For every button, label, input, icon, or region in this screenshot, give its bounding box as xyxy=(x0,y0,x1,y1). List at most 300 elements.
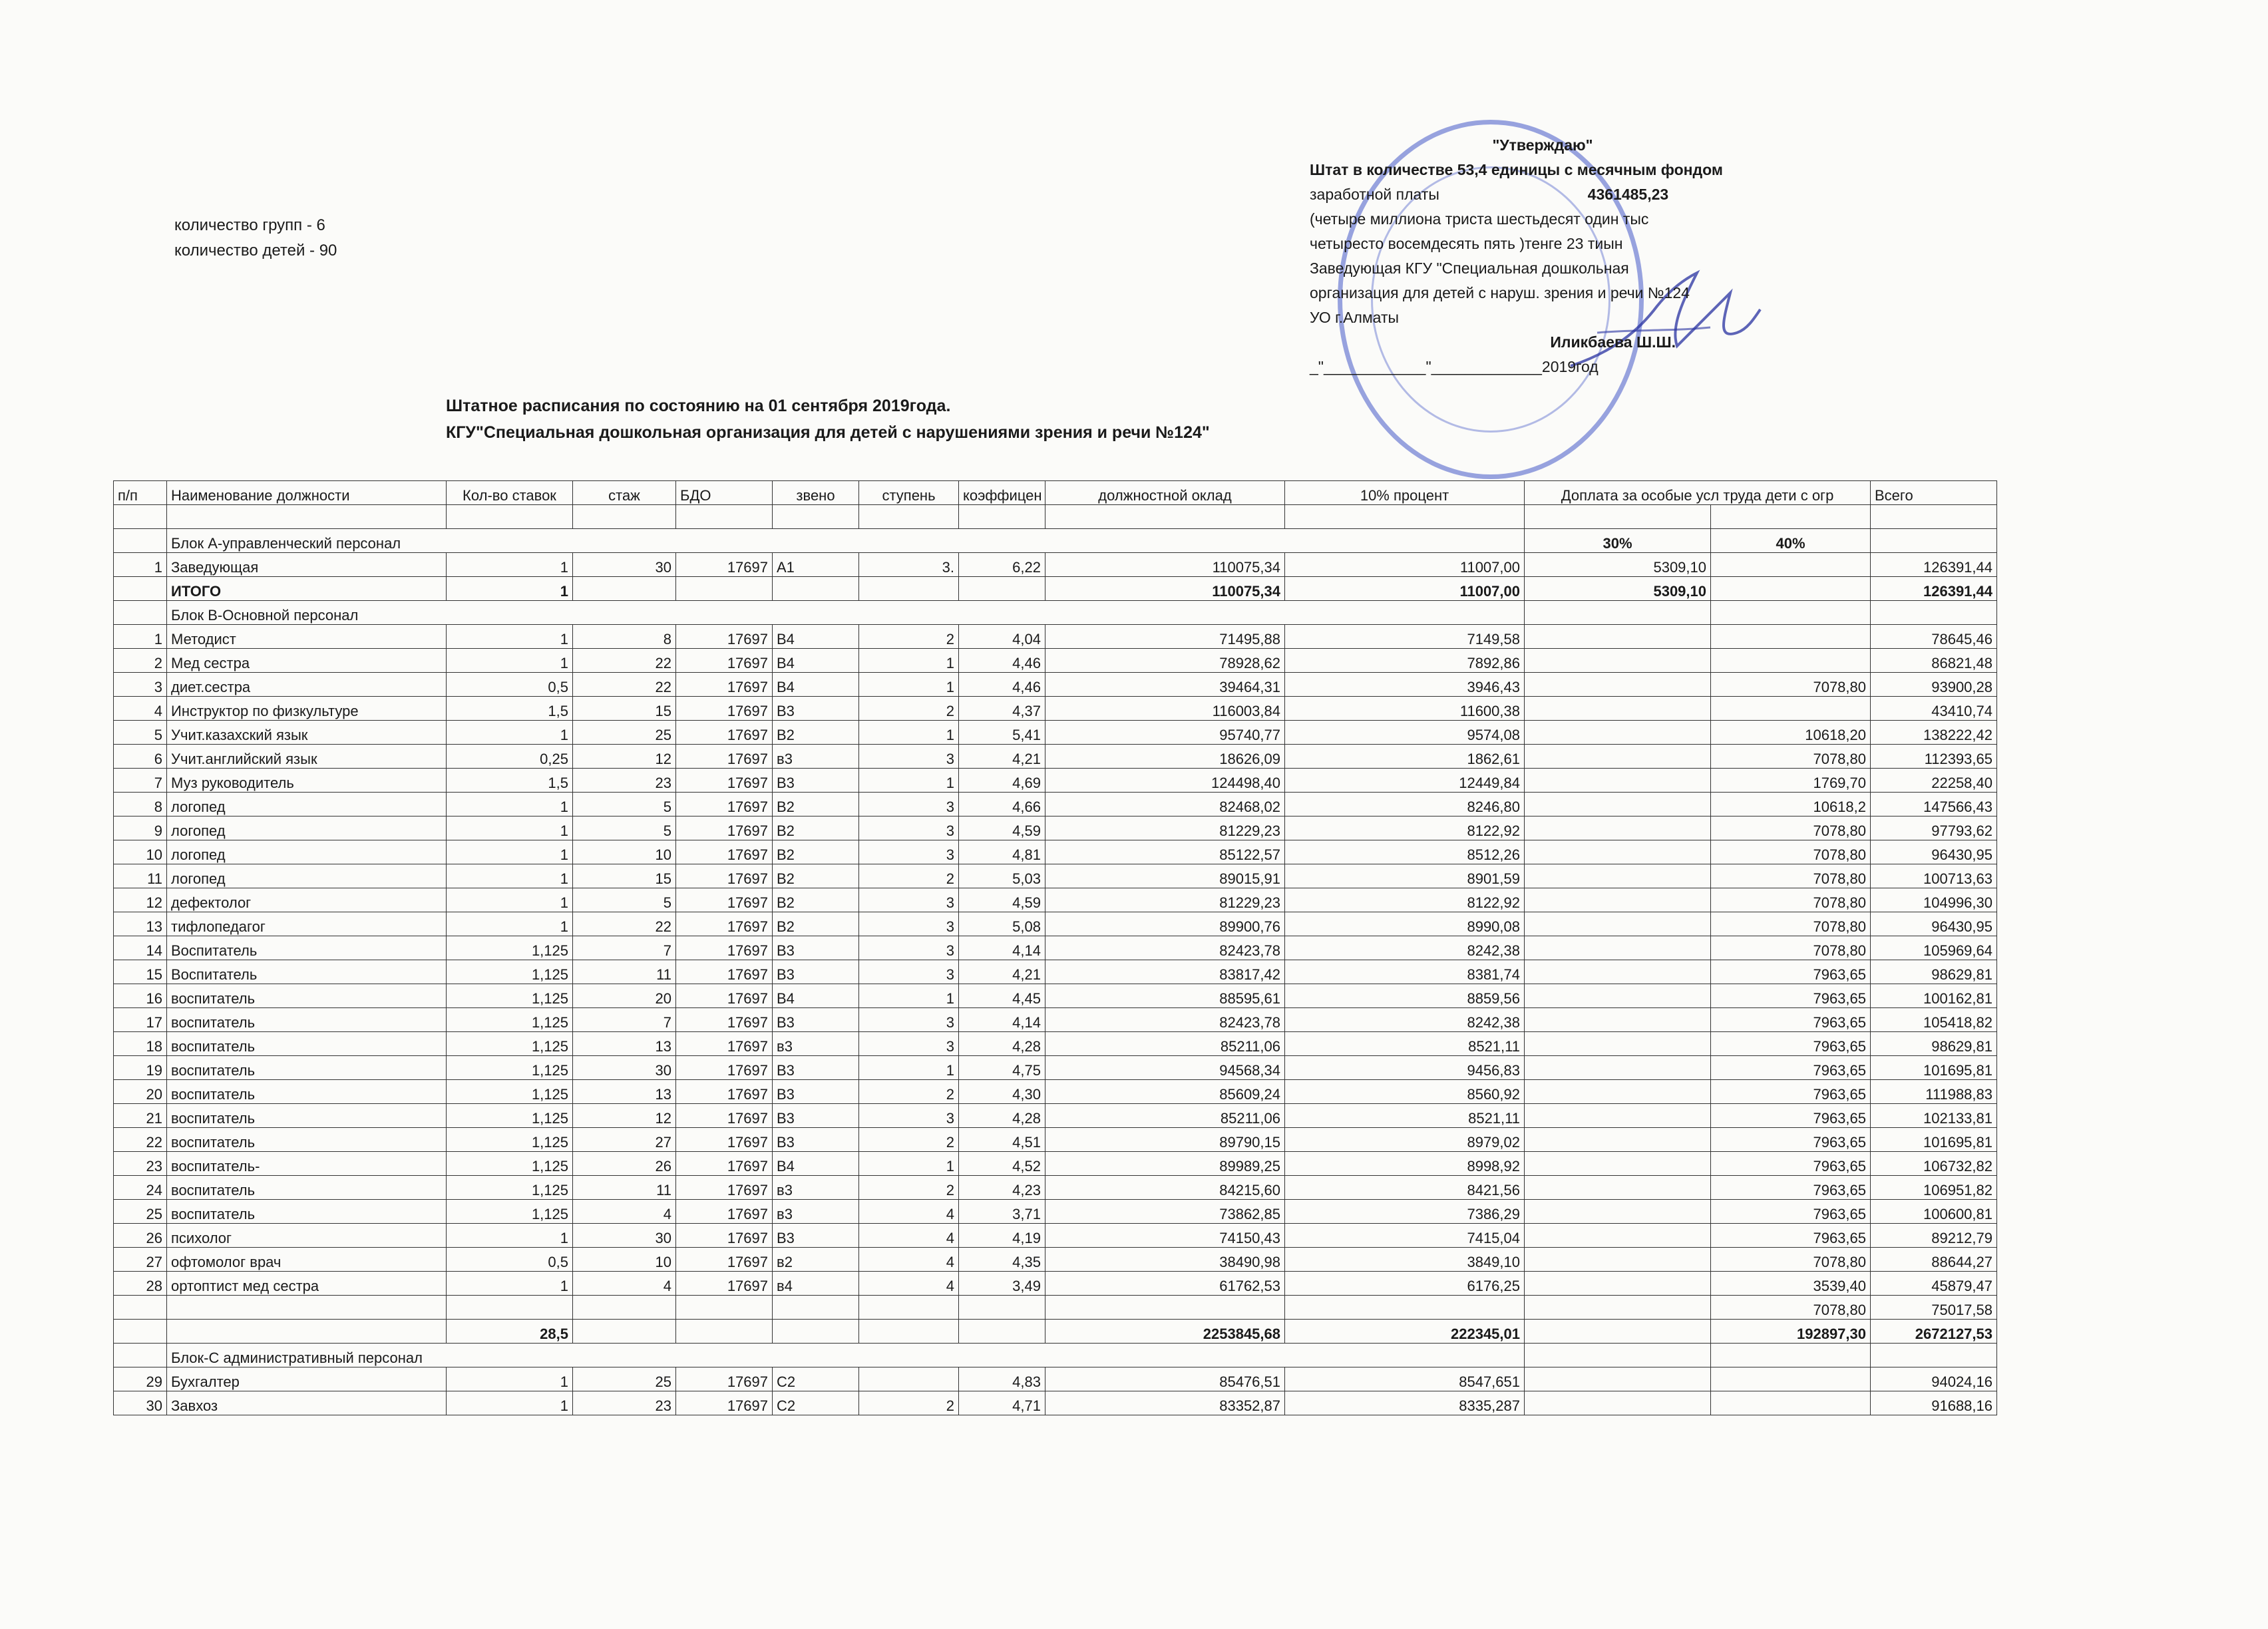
cell-stavki: 1 xyxy=(447,864,573,888)
table-row xyxy=(114,769,1997,793)
cell-empty xyxy=(1045,1296,1285,1320)
cell-stavki: 1,125 xyxy=(447,1128,573,1152)
cell-oklad: 110075,34 xyxy=(1045,553,1285,577)
cell-position: Мед сестра xyxy=(167,649,447,673)
cell-position: воспитатель xyxy=(167,1104,447,1128)
cell-oklad: 82423,78 xyxy=(1045,936,1285,960)
cell-percent10: 8122,92 xyxy=(1285,888,1525,912)
cell-koef: 4,83 xyxy=(959,1367,1045,1391)
cell-doplata-30 xyxy=(1525,1367,1711,1391)
cell-stazh: 11 xyxy=(573,1176,676,1200)
header-percent10: 10% процент xyxy=(1285,481,1525,505)
cell-doplata-30 xyxy=(1525,888,1711,912)
cell-number: 23 xyxy=(114,1152,167,1176)
cell-stupen: 1 xyxy=(859,673,959,697)
cell-doplata-30 xyxy=(1525,816,1711,840)
cell-bdo: 17697 xyxy=(676,1080,773,1104)
approval-heading: "Утверждаю" xyxy=(1492,136,1593,154)
cell-bdo: 17697 xyxy=(676,625,773,649)
cell-stupen: 3. xyxy=(859,553,959,577)
cell-empty xyxy=(114,1296,167,1320)
cell-oklad: 82468,02 xyxy=(1045,793,1285,816)
header-stupen: ступень xyxy=(859,481,959,505)
total-doplata-30: 5309,10 xyxy=(1525,577,1711,601)
table-row xyxy=(114,1176,1997,1200)
header-stavki: Кол-во ставок xyxy=(447,481,573,505)
total-label: ИТОГО xyxy=(167,577,447,601)
table-row xyxy=(114,697,1997,721)
cell-stavki: 1 xyxy=(447,1391,573,1415)
cell-total: 100713,63 xyxy=(1871,864,1997,888)
cell-position: Методист xyxy=(167,625,447,649)
table-row xyxy=(114,1152,1997,1176)
cell-oklad: 81229,23 xyxy=(1045,888,1285,912)
cell-number: 25 xyxy=(114,1200,167,1224)
cell-empty xyxy=(676,577,773,601)
cell-bdo: 17697 xyxy=(676,1104,773,1128)
cell-bdo: 17697 xyxy=(676,1128,773,1152)
cell-stazh: 7 xyxy=(573,936,676,960)
cell-koef: 4,45 xyxy=(959,984,1045,1008)
cell-empty xyxy=(114,1344,167,1367)
cell-total: 106732,82 xyxy=(1871,1152,1997,1176)
cell-koef: 4,52 xyxy=(959,1152,1045,1176)
cell-doplata-30: 5309,10 xyxy=(1525,553,1711,577)
cell-oklad: 81229,23 xyxy=(1045,816,1285,840)
cell-percent10: 8979,02 xyxy=(1285,1128,1525,1152)
cell-stavki: 1,125 xyxy=(447,984,573,1008)
cell-oklad: 18626,09 xyxy=(1045,745,1285,769)
cell-doplata-30 xyxy=(1525,721,1711,745)
cell-percent10: 8901,59 xyxy=(1285,864,1525,888)
cell-position: воспитатель xyxy=(167,1176,447,1200)
approval-date-line: _"____________"_____________2019год xyxy=(1310,358,1599,375)
cell-doplata-30 xyxy=(1525,1224,1711,1248)
cell-empty xyxy=(1525,1296,1711,1320)
cell-zveno: В3 xyxy=(773,1080,859,1104)
cell-oklad: 61762,53 xyxy=(1045,1272,1285,1296)
cell-bdo: 17697 xyxy=(676,697,773,721)
cell-doplata-30 xyxy=(1525,769,1711,793)
title-line-2: КГУ"Специальная дошкольная организация для детей с нарушениями зрения и речи №124" xyxy=(446,423,1210,442)
cell-koef: 4,51 xyxy=(959,1128,1045,1152)
table-row xyxy=(114,793,1997,816)
cell-number: 15 xyxy=(114,960,167,984)
cell-position: тифлопедагог xyxy=(167,912,447,936)
cell-oklad: 84215,60 xyxy=(1045,1176,1285,1200)
cell-percent10: 11007,00 xyxy=(1285,553,1525,577)
approval-position-line-2: организация для детей с наруш. зрения и речи №124 xyxy=(1310,284,1690,301)
cell-oklad: 83352,87 xyxy=(1045,1391,1285,1415)
cell-zveno: в3 xyxy=(773,1200,859,1224)
cell-doplata-30 xyxy=(1525,1008,1711,1032)
cell-bdo: 17697 xyxy=(676,793,773,816)
cell-bdo: 17697 xyxy=(676,769,773,793)
cell-doplata-40: 10618,20 xyxy=(1711,721,1871,745)
cell-percent10: 8998,92 xyxy=(1285,1152,1525,1176)
cell-position: Учит.английский язык xyxy=(167,745,447,769)
cell-doplata-40: 7078,80 xyxy=(1711,888,1871,912)
cell-number: 26 xyxy=(114,1224,167,1248)
cell-bdo: 17697 xyxy=(676,1032,773,1056)
cell-doplata-40: 7078,80 xyxy=(1711,816,1871,840)
cell-empty xyxy=(676,1320,773,1344)
cell-doplata-30 xyxy=(1525,673,1711,697)
total-oklad: 110075,34 xyxy=(1045,577,1285,601)
cell-total: 98629,81 xyxy=(1871,1032,1997,1056)
title-line-1: Штатное расписания по состоянию на 01 сентября 2019года. xyxy=(446,397,951,415)
total-stavki: 28,5 xyxy=(447,1320,573,1344)
cell-bdo: 17697 xyxy=(676,1176,773,1200)
cell-doplata-40 xyxy=(1711,553,1871,577)
cell-percent10: 11600,38 xyxy=(1285,697,1525,721)
cell-position: Воспитатель xyxy=(167,960,447,984)
table-row xyxy=(114,936,1997,960)
cell-koef: 5,03 xyxy=(959,864,1045,888)
cell-stupen: 2 xyxy=(859,864,959,888)
cell-percent10: 12449,84 xyxy=(1285,769,1525,793)
cell-bdo: 17697 xyxy=(676,1248,773,1272)
cell-percent10: 8990,08 xyxy=(1285,912,1525,936)
cell-doplata-30 xyxy=(1525,697,1711,721)
cell-stupen: 3 xyxy=(859,1008,959,1032)
cell-doplata-30 xyxy=(1525,625,1711,649)
cell-koef: 4,37 xyxy=(959,697,1045,721)
cell-doplata-30 xyxy=(1525,984,1711,1008)
cell-total: 94024,16 xyxy=(1871,1367,1997,1391)
cell-position: Заведующая xyxy=(167,553,447,577)
cell-empty xyxy=(1871,601,1997,625)
table-row xyxy=(114,984,1997,1008)
cell-stavki: 1,125 xyxy=(447,1008,573,1032)
cell-number: 10 xyxy=(114,840,167,864)
approval-words-line-2: четыресто восемдесять пять )тенге 23 тиын xyxy=(1310,235,1623,252)
cell-bdo: 17697 xyxy=(676,1008,773,1032)
cell-total: 86821,48 xyxy=(1871,649,1997,673)
cell-percent10: 3849,10 xyxy=(1285,1248,1525,1272)
cell-doplata-30 xyxy=(1525,649,1711,673)
cell-empty xyxy=(676,1296,773,1320)
total-sum: 126391,44 xyxy=(1871,577,1997,601)
cell-bdo: 17697 xyxy=(676,1224,773,1248)
cell-total: 111988,83 xyxy=(1871,1080,1997,1104)
cell-total: 96430,95 xyxy=(1871,840,1997,864)
cell-number: 5 xyxy=(114,721,167,745)
cell-total: 101695,81 xyxy=(1871,1056,1997,1080)
cell-number: 16 xyxy=(114,984,167,1008)
cell-koef: 4,71 xyxy=(959,1391,1045,1415)
cell-oklad: 89900,76 xyxy=(1045,912,1285,936)
table-row xyxy=(114,721,1997,745)
cell-bdo: 17697 xyxy=(676,1056,773,1080)
table-row xyxy=(114,1272,1997,1296)
cell-total: 112393,65 xyxy=(1871,745,1997,769)
table-header-spacer-row xyxy=(114,505,1997,529)
cell-number: 9 xyxy=(114,816,167,840)
cell-position: воспитатель xyxy=(167,1128,447,1152)
cell-stupen: 1 xyxy=(859,769,959,793)
cell-doplata-40: 7963,65 xyxy=(1711,1080,1871,1104)
cell-total: 78645,46 xyxy=(1871,625,1997,649)
cell-stavki: 1 xyxy=(447,649,573,673)
cell-oklad: 94568,34 xyxy=(1045,1056,1285,1080)
cell-number: 17 xyxy=(114,1008,167,1032)
cell-doplata-40: 7963,65 xyxy=(1711,960,1871,984)
cell-doplata-40: 7963,65 xyxy=(1711,1176,1871,1200)
cell-empty xyxy=(114,577,167,601)
block-b-extra-row xyxy=(114,1296,1997,1320)
total-doplata-40: 192897,30 xyxy=(1711,1320,1871,1344)
cell-number: 27 xyxy=(114,1248,167,1272)
approval-position-line-1: Заведующая КГУ "Специальная дошкольная xyxy=(1310,260,1629,277)
total-stavki: 1 xyxy=(447,577,573,601)
cell-doplata-40 xyxy=(1711,1367,1871,1391)
cell-bdo: 17697 xyxy=(676,912,773,936)
table-row xyxy=(114,673,1997,697)
header-40-percent: 40% xyxy=(1711,529,1871,553)
cell-number: 13 xyxy=(114,912,167,936)
cell-stupen: 2 xyxy=(859,1128,959,1152)
cell-total: 43410,74 xyxy=(1871,697,1997,721)
cell-stavki: 1,125 xyxy=(447,1176,573,1200)
cell-stazh: 5 xyxy=(573,816,676,840)
cell-percent10: 7415,04 xyxy=(1285,1224,1525,1248)
cell-stazh: 25 xyxy=(573,721,676,745)
cell-koef: 4,35 xyxy=(959,1248,1045,1272)
cell-total: 93900,28 xyxy=(1871,673,1997,697)
cell-stavki: 1,125 xyxy=(447,1200,573,1224)
cell-percent10: 3946,43 xyxy=(1285,673,1525,697)
cell-zveno: в4 xyxy=(773,1272,859,1296)
cell-percent10: 8246,80 xyxy=(1285,793,1525,816)
cell-stavki: 0,5 xyxy=(447,1248,573,1272)
cell-stavki: 1 xyxy=(447,912,573,936)
cell-stazh: 7 xyxy=(573,1008,676,1032)
cell-doplata-40: 7078,80 xyxy=(1711,745,1871,769)
cell-koef: 4,59 xyxy=(959,816,1045,840)
cell-stazh: 22 xyxy=(573,673,676,697)
cell-total: 126391,44 xyxy=(1871,553,1997,577)
header-stazh: стаж xyxy=(573,481,676,505)
cell-position: воспитатель xyxy=(167,1008,447,1032)
cell-stavki: 1 xyxy=(447,1367,573,1391)
cell-position: Завхоз xyxy=(167,1391,447,1415)
cell-bdo: 17697 xyxy=(676,1367,773,1391)
cell-empty xyxy=(1711,601,1871,625)
cell-empty xyxy=(1285,1296,1525,1320)
cell-oklad: 85476,51 xyxy=(1045,1367,1285,1391)
cell-zveno: В2 xyxy=(773,793,859,816)
cell-position: Учит.казахский язык xyxy=(167,721,447,745)
cell-stavki: 1 xyxy=(447,840,573,864)
header-doplata: Доплата за особые усл труда дети с огр xyxy=(1525,481,1871,505)
table-row xyxy=(114,1248,1997,1272)
cell-oklad: 39464,31 xyxy=(1045,673,1285,697)
cell-bdo: 17697 xyxy=(676,649,773,673)
cell-doplata-30 xyxy=(1525,1200,1711,1224)
cell-empty xyxy=(859,1296,959,1320)
cell-stavki: 0,25 xyxy=(447,745,573,769)
cell-total: 105418,82 xyxy=(1871,1008,1997,1032)
cell-koef: 4,30 xyxy=(959,1080,1045,1104)
cell-position: логопед xyxy=(167,840,447,864)
cell-stupen: 3 xyxy=(859,888,959,912)
cell-oklad: 85609,24 xyxy=(1045,1080,1285,1104)
cell-empty xyxy=(1871,1344,1997,1367)
header-oklad: должностной оклад xyxy=(1045,481,1285,505)
total-percent10: 11007,00 xyxy=(1285,577,1525,601)
table-row xyxy=(114,960,1997,984)
cell-empty xyxy=(573,577,676,601)
cell-zveno: В3 xyxy=(773,769,859,793)
cell-position: воспитатель xyxy=(167,1200,447,1224)
cell-doplata-40: 7963,65 xyxy=(1711,1104,1871,1128)
cell-zveno: В2 xyxy=(773,888,859,912)
header-pp: п/п xyxy=(114,481,167,505)
cell-stazh: 30 xyxy=(573,1224,676,1248)
cell-position: дефектолог xyxy=(167,888,447,912)
cell-zveno: в2 xyxy=(773,1248,859,1272)
cell-total: 105969,64 xyxy=(1871,936,1997,960)
cell-stazh: 8 xyxy=(573,625,676,649)
cell-oklad: 124498,40 xyxy=(1045,769,1285,793)
cell-stazh: 12 xyxy=(573,1104,676,1128)
table-row xyxy=(114,1080,1997,1104)
block-title: Блок В-Основной персонал xyxy=(167,601,1525,625)
cell-number: 4 xyxy=(114,697,167,721)
cell-doplata-40: 7963,65 xyxy=(1711,1128,1871,1152)
cell-doplata-40: 3539,40 xyxy=(1711,1272,1871,1296)
cell-total: 22258,40 xyxy=(1871,769,1997,793)
cell-stazh: 15 xyxy=(573,697,676,721)
cell-empty xyxy=(167,1296,447,1320)
cell-total: 88644,27 xyxy=(1871,1248,1997,1272)
cell-bdo: 17697 xyxy=(676,960,773,984)
cell-percent10: 7386,29 xyxy=(1285,1200,1525,1224)
cell-stazh: 10 xyxy=(573,1248,676,1272)
cell-position: Муз руководитель xyxy=(167,769,447,793)
cell-stavki: 1 xyxy=(447,553,573,577)
cell-stazh: 10 xyxy=(573,840,676,864)
cell-number: 22 xyxy=(114,1128,167,1152)
cell-doplata-30 xyxy=(1525,1104,1711,1128)
total-oklad: 2253845,68 xyxy=(1045,1320,1285,1344)
cell-number: 24 xyxy=(114,1176,167,1200)
cell-stupen: 4 xyxy=(859,1200,959,1224)
table-row xyxy=(114,840,1997,864)
cell-koef: 4,46 xyxy=(959,673,1045,697)
cell-bdo: 17697 xyxy=(676,864,773,888)
cell-total: 100600,81 xyxy=(1871,1200,1997,1224)
header-vsego: Всего xyxy=(1871,481,1997,505)
cell-koef: 4,21 xyxy=(959,745,1045,769)
cell-stazh: 5 xyxy=(573,888,676,912)
cell-doplata-30 xyxy=(1525,1128,1711,1152)
table-row xyxy=(114,1391,1997,1415)
header-bdo: БДО xyxy=(676,481,773,505)
cell-stavki: 1,125 xyxy=(447,936,573,960)
cell-empty xyxy=(859,577,959,601)
table-row xyxy=(114,1128,1997,1152)
cell-stazh: 4 xyxy=(573,1272,676,1296)
cell-doplata-40: 7078,80 xyxy=(1711,840,1871,864)
cell-oklad: 74150,43 xyxy=(1045,1224,1285,1248)
cell-stazh: 23 xyxy=(573,769,676,793)
approval-position-line-3: УО г.Алматы xyxy=(1310,309,1400,326)
cell-doplata-40: 7963,65 xyxy=(1711,1224,1871,1248)
cell-stavki: 1 xyxy=(447,1272,573,1296)
cell-stupen: 1 xyxy=(859,721,959,745)
cell-stazh: 27 xyxy=(573,1128,676,1152)
cell-zveno: В3 xyxy=(773,1128,859,1152)
header-zveno: звено xyxy=(773,481,859,505)
cell-position: логопед xyxy=(167,816,447,840)
cell-stazh: 12 xyxy=(573,745,676,769)
cell-doplata-40: 7963,65 xyxy=(1711,1200,1871,1224)
block-b-title-row xyxy=(114,601,1997,625)
cell-empty xyxy=(1711,577,1871,601)
cell-position: воспитатель- xyxy=(167,1152,447,1176)
cell-stavki: 1,5 xyxy=(447,769,573,793)
cell-stazh: 13 xyxy=(573,1080,676,1104)
cell-empty xyxy=(573,1320,676,1344)
cell-doplata-30 xyxy=(1525,793,1711,816)
cell-oklad: 116003,84 xyxy=(1045,697,1285,721)
cell-bdo: 17697 xyxy=(676,1200,773,1224)
cell-empty xyxy=(1711,1344,1871,1367)
table-row xyxy=(114,1008,1997,1032)
cell-position: Воспитатель xyxy=(167,936,447,960)
cell-bdo: 17697 xyxy=(676,553,773,577)
fund-value: 4361485,23 xyxy=(1587,186,1669,203)
cell-empty xyxy=(447,1296,573,1320)
cell-zveno: в3 xyxy=(773,1176,859,1200)
cell-koef: 4,23 xyxy=(959,1176,1045,1200)
cell-stavki: 1 xyxy=(447,793,573,816)
cell-doplata-40 xyxy=(1711,697,1871,721)
cell-oklad: 89015,91 xyxy=(1045,864,1285,888)
cell-stupen: 2 xyxy=(859,1391,959,1415)
cell-koef: 4,46 xyxy=(959,649,1045,673)
cell-zveno: В2 xyxy=(773,840,859,864)
cell-zveno: В3 xyxy=(773,936,859,960)
cell-stazh: 30 xyxy=(573,1056,676,1080)
cell-doplata-40: 7078,80 xyxy=(1711,864,1871,888)
cell-zveno: В3 xyxy=(773,960,859,984)
cell-bdo: 17697 xyxy=(676,1391,773,1415)
cell-total: 100162,81 xyxy=(1871,984,1997,1008)
table-row xyxy=(114,1104,1997,1128)
cell-doplata-40: 7963,65 xyxy=(1711,1008,1871,1032)
cell-number: 2 xyxy=(114,649,167,673)
cell-position: воспитатель xyxy=(167,1056,447,1080)
cell-total: 96430,95 xyxy=(1871,912,1997,936)
cell-oklad: 82423,78 xyxy=(1045,1008,1285,1032)
cell-doplata-40 xyxy=(1711,1391,1871,1415)
cell-koef: 3,49 xyxy=(959,1272,1045,1296)
cell-bdo: 17697 xyxy=(676,888,773,912)
cell-percent10: 8859,56 xyxy=(1285,984,1525,1008)
cell-doplata-40: 7963,65 xyxy=(1711,1152,1871,1176)
cell-zveno: С2 xyxy=(773,1367,859,1391)
total-sum: 2672127,53 xyxy=(1871,1320,1997,1344)
cell-stazh: 20 xyxy=(573,984,676,1008)
cell-stupen: 1 xyxy=(859,649,959,673)
cell-zveno: В3 xyxy=(773,1056,859,1080)
cell-empty xyxy=(1525,601,1711,625)
block-b-total-row xyxy=(114,1320,1997,1344)
cell-bdo: 17697 xyxy=(676,673,773,697)
